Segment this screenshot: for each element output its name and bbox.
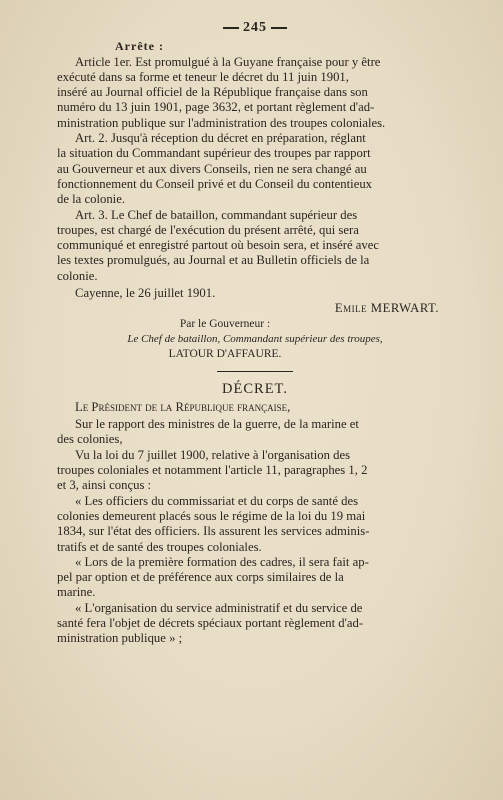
- text-line: et 3, ainsi conçus :: [57, 478, 152, 493]
- countersign-name: LATOUR D'AFFAURE.: [168, 348, 282, 361]
- place-date: Cayenne, le 26 juillet 1901.: [75, 286, 216, 301]
- text-line: santé fera l'objet de décrets spéciaux portant règlement d'ad-: [57, 615, 364, 630]
- text-line: Art. 2. Jusqu'à réception du décret en préparation, réglant: [75, 131, 366, 146]
- par-le-gouverneur: Par le Gouverneur :: [179, 317, 271, 330]
- text-line: ministration publique sur l'administration des troupes coloniales.: [57, 115, 386, 130]
- text-line: ministration publique » ;: [57, 631, 183, 646]
- decret-para-3: [57, 494, 453, 555]
- text-line: Vu la loi du 7 juillet 1900, relative à l'organisation des: [75, 447, 351, 462]
- text-line: des colonies,: [57, 432, 123, 447]
- article-3: [57, 208, 453, 284]
- text-line: « Les officiers du commissariat et du corps de santé des: [75, 493, 359, 508]
- text-line: tratifs et de santé des troupes coloniales.: [57, 539, 262, 554]
- text-line: troupes coloniales et notamment l'article 11, paragraphes 1, 2: [57, 463, 368, 478]
- text-line: « Lors de la première formation des cadres, il sera fait ap-: [75, 554, 369, 569]
- page-number-right-dash: [271, 27, 287, 29]
- text-line: marine.: [57, 585, 96, 600]
- text-line: 1834, sur l'état des officiers. Ils assurent les services adminis-: [57, 524, 370, 539]
- text-line: Sur le rapport des ministres de la guerre, de la marine et: [75, 417, 359, 432]
- decret-para-1: [57, 417, 453, 448]
- text-line: Article 1er. Est promulgué à la Guyane française pour y être: [75, 54, 381, 69]
- text-line: de la colonie.: [57, 192, 125, 207]
- page-number: [57, 20, 453, 35]
- section-divider: [217, 371, 293, 372]
- text-line: troupes, est chargé de l'exécution du présent arrêté, qui sera: [57, 222, 359, 237]
- text-line: colonies demeurent placés sous le régime de la loi du 19 mai: [57, 508, 366, 523]
- article-2: [57, 131, 453, 207]
- text-line: exécuté dans sa forme et teneur le décret du 11 juin 1901,: [57, 69, 349, 84]
- signatory: Emile MERWART.: [334, 301, 439, 316]
- text-line: numéro du 13 juin 1901, page 3632, et portant règlement d'ad-: [57, 100, 375, 115]
- text-line: pel par option et de préférence aux corps similaires de la: [57, 570, 344, 585]
- page-text: [57, 20, 453, 647]
- decret-title: DÉCRET.: [222, 380, 288, 397]
- text-line: au Gouverneur et aux divers Conseils, rien ne sera changé au: [57, 161, 367, 176]
- text-line: communiqué et enregistré partout où besoin sera, et inséré avec: [57, 238, 380, 253]
- arrete-heading: Arrête :: [115, 39, 164, 54]
- decret-para-4: [57, 555, 453, 601]
- countersign-title: Le Chef de bataillon, Commandant supérieur des troupes,: [127, 332, 383, 345]
- text-line: « L'organisation du service administratif et du service de: [75, 600, 363, 615]
- decret-para-2: [57, 448, 453, 494]
- page-number-left-dash: [223, 27, 239, 29]
- decret-para-5: [57, 601, 453, 647]
- text-line: fonctionnement du Conseil privé et du Conseil du contentieux: [57, 176, 373, 191]
- text-line: colonie.: [57, 268, 98, 283]
- text-line: Art. 3. Le Chef de bataillon, commandant supérieur des: [75, 207, 358, 222]
- decret-president: Le Président de la République française,: [75, 399, 291, 414]
- article-1: [57, 55, 453, 131]
- text-line: la situation du Commandant supérieur des troupes par rapport: [57, 146, 371, 161]
- page-number-value: 245: [243, 20, 267, 35]
- text-line: les textes promulgués, au Journal et au Bulletin officiels de la: [57, 253, 370, 268]
- text-line: inséré au Journal officiel de la République française dans son: [57, 85, 368, 100]
